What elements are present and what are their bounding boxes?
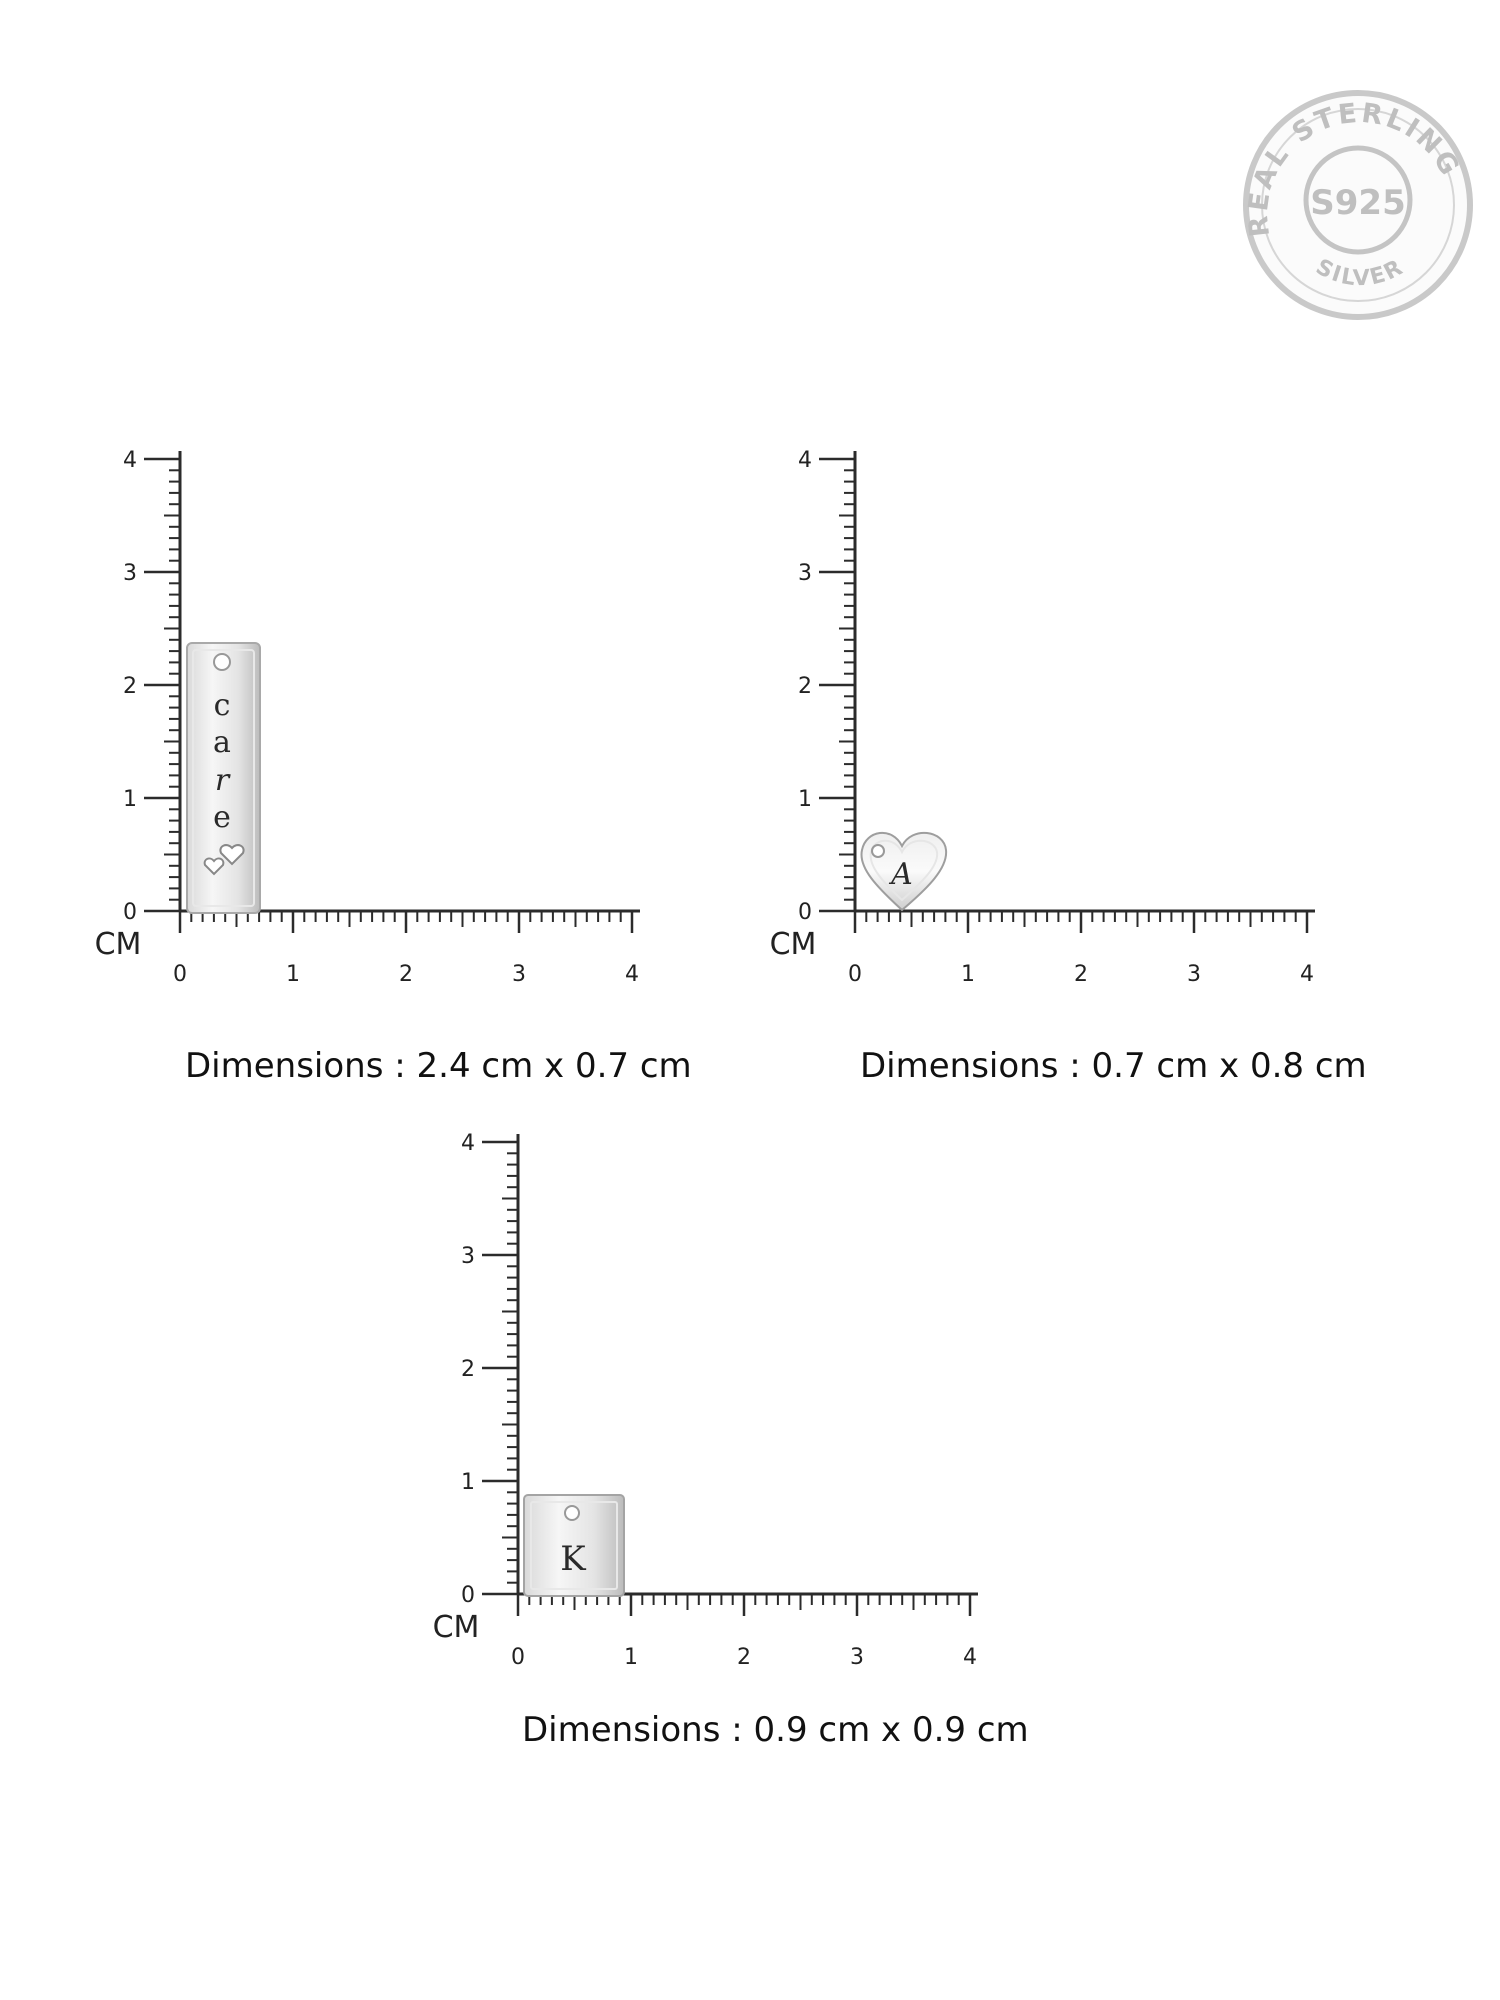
y-tick-label: 3 bbox=[798, 561, 812, 586]
x-tick-label: 0 bbox=[848, 962, 862, 987]
x-tick-label: 2 bbox=[737, 1645, 751, 1670]
engraving-letter: A bbox=[891, 857, 913, 892]
bar-charm bbox=[187, 643, 260, 913]
heart-charm bbox=[861, 833, 946, 910]
x-tick-label: 0 bbox=[173, 962, 187, 987]
x-tick-label: 4 bbox=[1300, 962, 1314, 987]
heart-charm-hole bbox=[872, 845, 884, 857]
y-tick-label: 2 bbox=[123, 674, 137, 699]
x-tick-label: 1 bbox=[624, 1645, 638, 1670]
unit-label: CM bbox=[94, 927, 142, 962]
x-tick-label: 3 bbox=[1187, 962, 1201, 987]
y-tick-label: 2 bbox=[461, 1357, 475, 1382]
ruler-tick-labels bbox=[798, 448, 1314, 987]
y-tick-label: 0 bbox=[798, 900, 812, 925]
x-tick-label: 2 bbox=[1074, 962, 1088, 987]
badge-center-text: S925 bbox=[1310, 183, 1406, 223]
y-tick-label: 4 bbox=[798, 448, 812, 473]
y-tick-label: 3 bbox=[461, 1244, 475, 1269]
x-tick-label: 1 bbox=[286, 962, 300, 987]
engraving-letter: K bbox=[560, 1539, 586, 1579]
y-tick-label: 0 bbox=[461, 1583, 475, 1608]
engraving-letter: c bbox=[213, 688, 231, 723]
y-tick-label: 4 bbox=[123, 448, 137, 473]
square-charm-hole bbox=[565, 1506, 579, 1520]
y-tick-label: 0 bbox=[123, 900, 137, 925]
sterling-silver-badge bbox=[1243, 93, 1470, 317]
y-tick-label: 2 bbox=[798, 674, 812, 699]
unit-label: CM bbox=[769, 927, 817, 962]
badge-bottom-text: SILVER bbox=[1311, 254, 1409, 292]
ruler-bar-charm bbox=[95, 448, 692, 1086]
y-tick-label: 3 bbox=[123, 561, 137, 586]
engraving-letter: r bbox=[214, 763, 230, 798]
unit-label: CM bbox=[432, 1610, 480, 1645]
x-tick-label: 0 bbox=[511, 1645, 525, 1670]
y-tick-label: 1 bbox=[123, 787, 137, 812]
x-tick-label: 4 bbox=[625, 962, 639, 987]
y-tick-label: 1 bbox=[461, 1470, 475, 1495]
dimensions-text: Dimensions : 0.9 cm x 0.9 cm bbox=[522, 1710, 1029, 1750]
dimensions-text: Dimensions : 2.4 cm x 0.7 cm bbox=[185, 1046, 692, 1086]
y-tick-label: 1 bbox=[798, 787, 812, 812]
bar-charm-hole bbox=[214, 654, 230, 670]
ruler-square-charm bbox=[433, 1131, 1029, 1750]
dimensions-text: Dimensions : 0.7 cm x 0.8 cm bbox=[860, 1046, 1367, 1086]
ruler-heart-charm bbox=[770, 448, 1367, 1086]
x-tick-label: 1 bbox=[961, 962, 975, 987]
engraving-letter: a bbox=[213, 725, 231, 760]
badge-top-text: REAL STERLING bbox=[1242, 97, 1467, 239]
engraving-letter: e bbox=[213, 800, 231, 835]
x-tick-label: 3 bbox=[850, 1645, 864, 1670]
square-charm bbox=[524, 1495, 624, 1596]
x-tick-label: 3 bbox=[512, 962, 526, 987]
y-tick-label: 4 bbox=[461, 1131, 475, 1156]
x-tick-label: 2 bbox=[399, 962, 413, 987]
x-tick-label: 4 bbox=[963, 1645, 977, 1670]
